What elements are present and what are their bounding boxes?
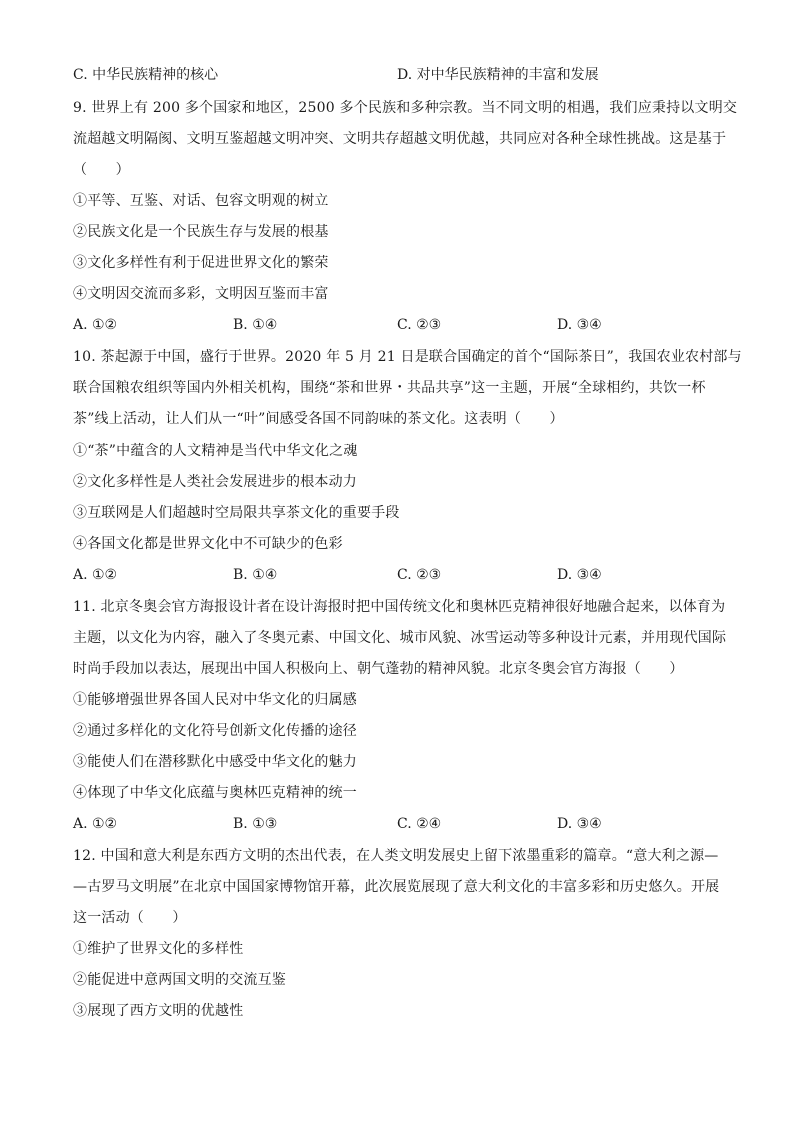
statement: ③文化多样性有利于促进世界文化的繁荣 xyxy=(73,255,329,271)
option-b[interactable]: B. ①④ xyxy=(233,317,278,333)
statement: ④文明因交流而多彩，文明因互鉴而丰富 xyxy=(73,286,329,302)
statement: ④体现了中华文化底蕴与奥林匹克精神的统一 xyxy=(73,785,357,801)
statement: ②民族文化是一个民族生存与发展的根基 xyxy=(73,224,329,240)
option-c[interactable]: C. ②③ xyxy=(397,317,442,333)
question-text: 9. 世界上有 200 多个国家和地区，2500 多个民族和多种宗教。当不同文明的相遇，我们应秉持以文明交 xyxy=(73,100,738,116)
statement: ③展现了西方文明的优越性 xyxy=(73,1003,244,1019)
option-d[interactable]: D. ③④ xyxy=(557,816,602,832)
question-text: 联合国粮农组织等国内外相关机构，围绕“茶和世界・共品共享”这一主题，开展“全球相约，共饮一杯 xyxy=(73,380,706,396)
statement: ②能促进中意两国文明的交流互鉴 xyxy=(73,972,286,988)
option-b[interactable]: B. ①③ xyxy=(233,816,278,832)
question-text: 时尚手段加以表达，展现出中国人积极向上、朝气蓬勃的精神风貌。北京冬奥会官方海报（ ） xyxy=(73,661,684,677)
question-text: —古罗马文明展”在北京中国国家博物馆开幕，此次展览展现了意大利文化的丰富多彩和历史悠久。开展 xyxy=(73,879,720,895)
question-text: 主题，以文化为内容，融入了冬奥元素、中国文化、城市风貌、冰雪运动等多种设计元素，并用现代国际 xyxy=(73,630,727,646)
statement: ①平等、互鉴、对话、包容文明观的树立 xyxy=(73,193,329,209)
statement: ③互联网是人们超越时空局限共享茶文化的重要手段 xyxy=(73,505,400,521)
option-a[interactable]: A. ①② xyxy=(73,317,118,333)
statement: ②文化多样性是人类社会发展进步的根本动力 xyxy=(73,474,357,490)
question-text: 这一活动（ ） xyxy=(73,910,187,926)
statement: ①“茶”中蕴含的人文精神是当代中华文化之魂 xyxy=(73,443,358,459)
option-d[interactable]: D. ③④ xyxy=(557,317,602,333)
statement: ①维护了世界文化的多样性 xyxy=(73,941,244,957)
statement: ①能够增强世界各国人民对中华文化的归属感 xyxy=(73,692,357,708)
statement: ②通过多样化的文化符号创新文化传播的途径 xyxy=(73,723,357,739)
option-c[interactable]: C. ②③ xyxy=(397,567,442,583)
option-c[interactable]: C. ②④ xyxy=(397,816,442,832)
question-text: （ ） xyxy=(73,162,130,178)
option-a[interactable]: A. ①② xyxy=(73,816,118,832)
question-text: 12. 中国和意大利是东西方文明的杰出代表，在人类文明发展史上留下浓墨重彩的篇章。“意大利之源— xyxy=(73,848,719,864)
option-b[interactable]: B. ①④ xyxy=(233,567,278,583)
statement: ④各国文化都是世界文化中不可缺少的色彩 xyxy=(73,536,343,552)
question-text: 流超越文明隔阂、文明互鉴超越文明冲突、文明共存超越文明优越，共同应对各种全球性挑战。这是基于 xyxy=(73,131,727,147)
option-d[interactable]: D. ③④ xyxy=(557,567,602,583)
question-text: 10. 茶起源于中国，盛行于世界。2020 年 5 月 21 日是联合国确定的首个“国际茶日”，我国农业农村部与 xyxy=(73,349,742,365)
question-text: 11. 北京冬奥会官方海报设计者在设计海报时把中国传统文化和奥林匹克精神很好地融合起来，以体育为 xyxy=(73,599,726,615)
question-text: 茶”线上活动，让人们从一“叶”间感受各国不同韵味的茶文化。这表明（ ） xyxy=(73,411,564,427)
statement: ③能使人们在潜移默化中感受中华文化的魅力 xyxy=(73,754,357,770)
option-c-prev: C. 中华民族精神的核心 xyxy=(73,67,219,83)
option-a[interactable]: A. ①② xyxy=(73,567,118,583)
option-d-prev: D. 对中华民族精神的丰富和发展 xyxy=(397,67,599,83)
